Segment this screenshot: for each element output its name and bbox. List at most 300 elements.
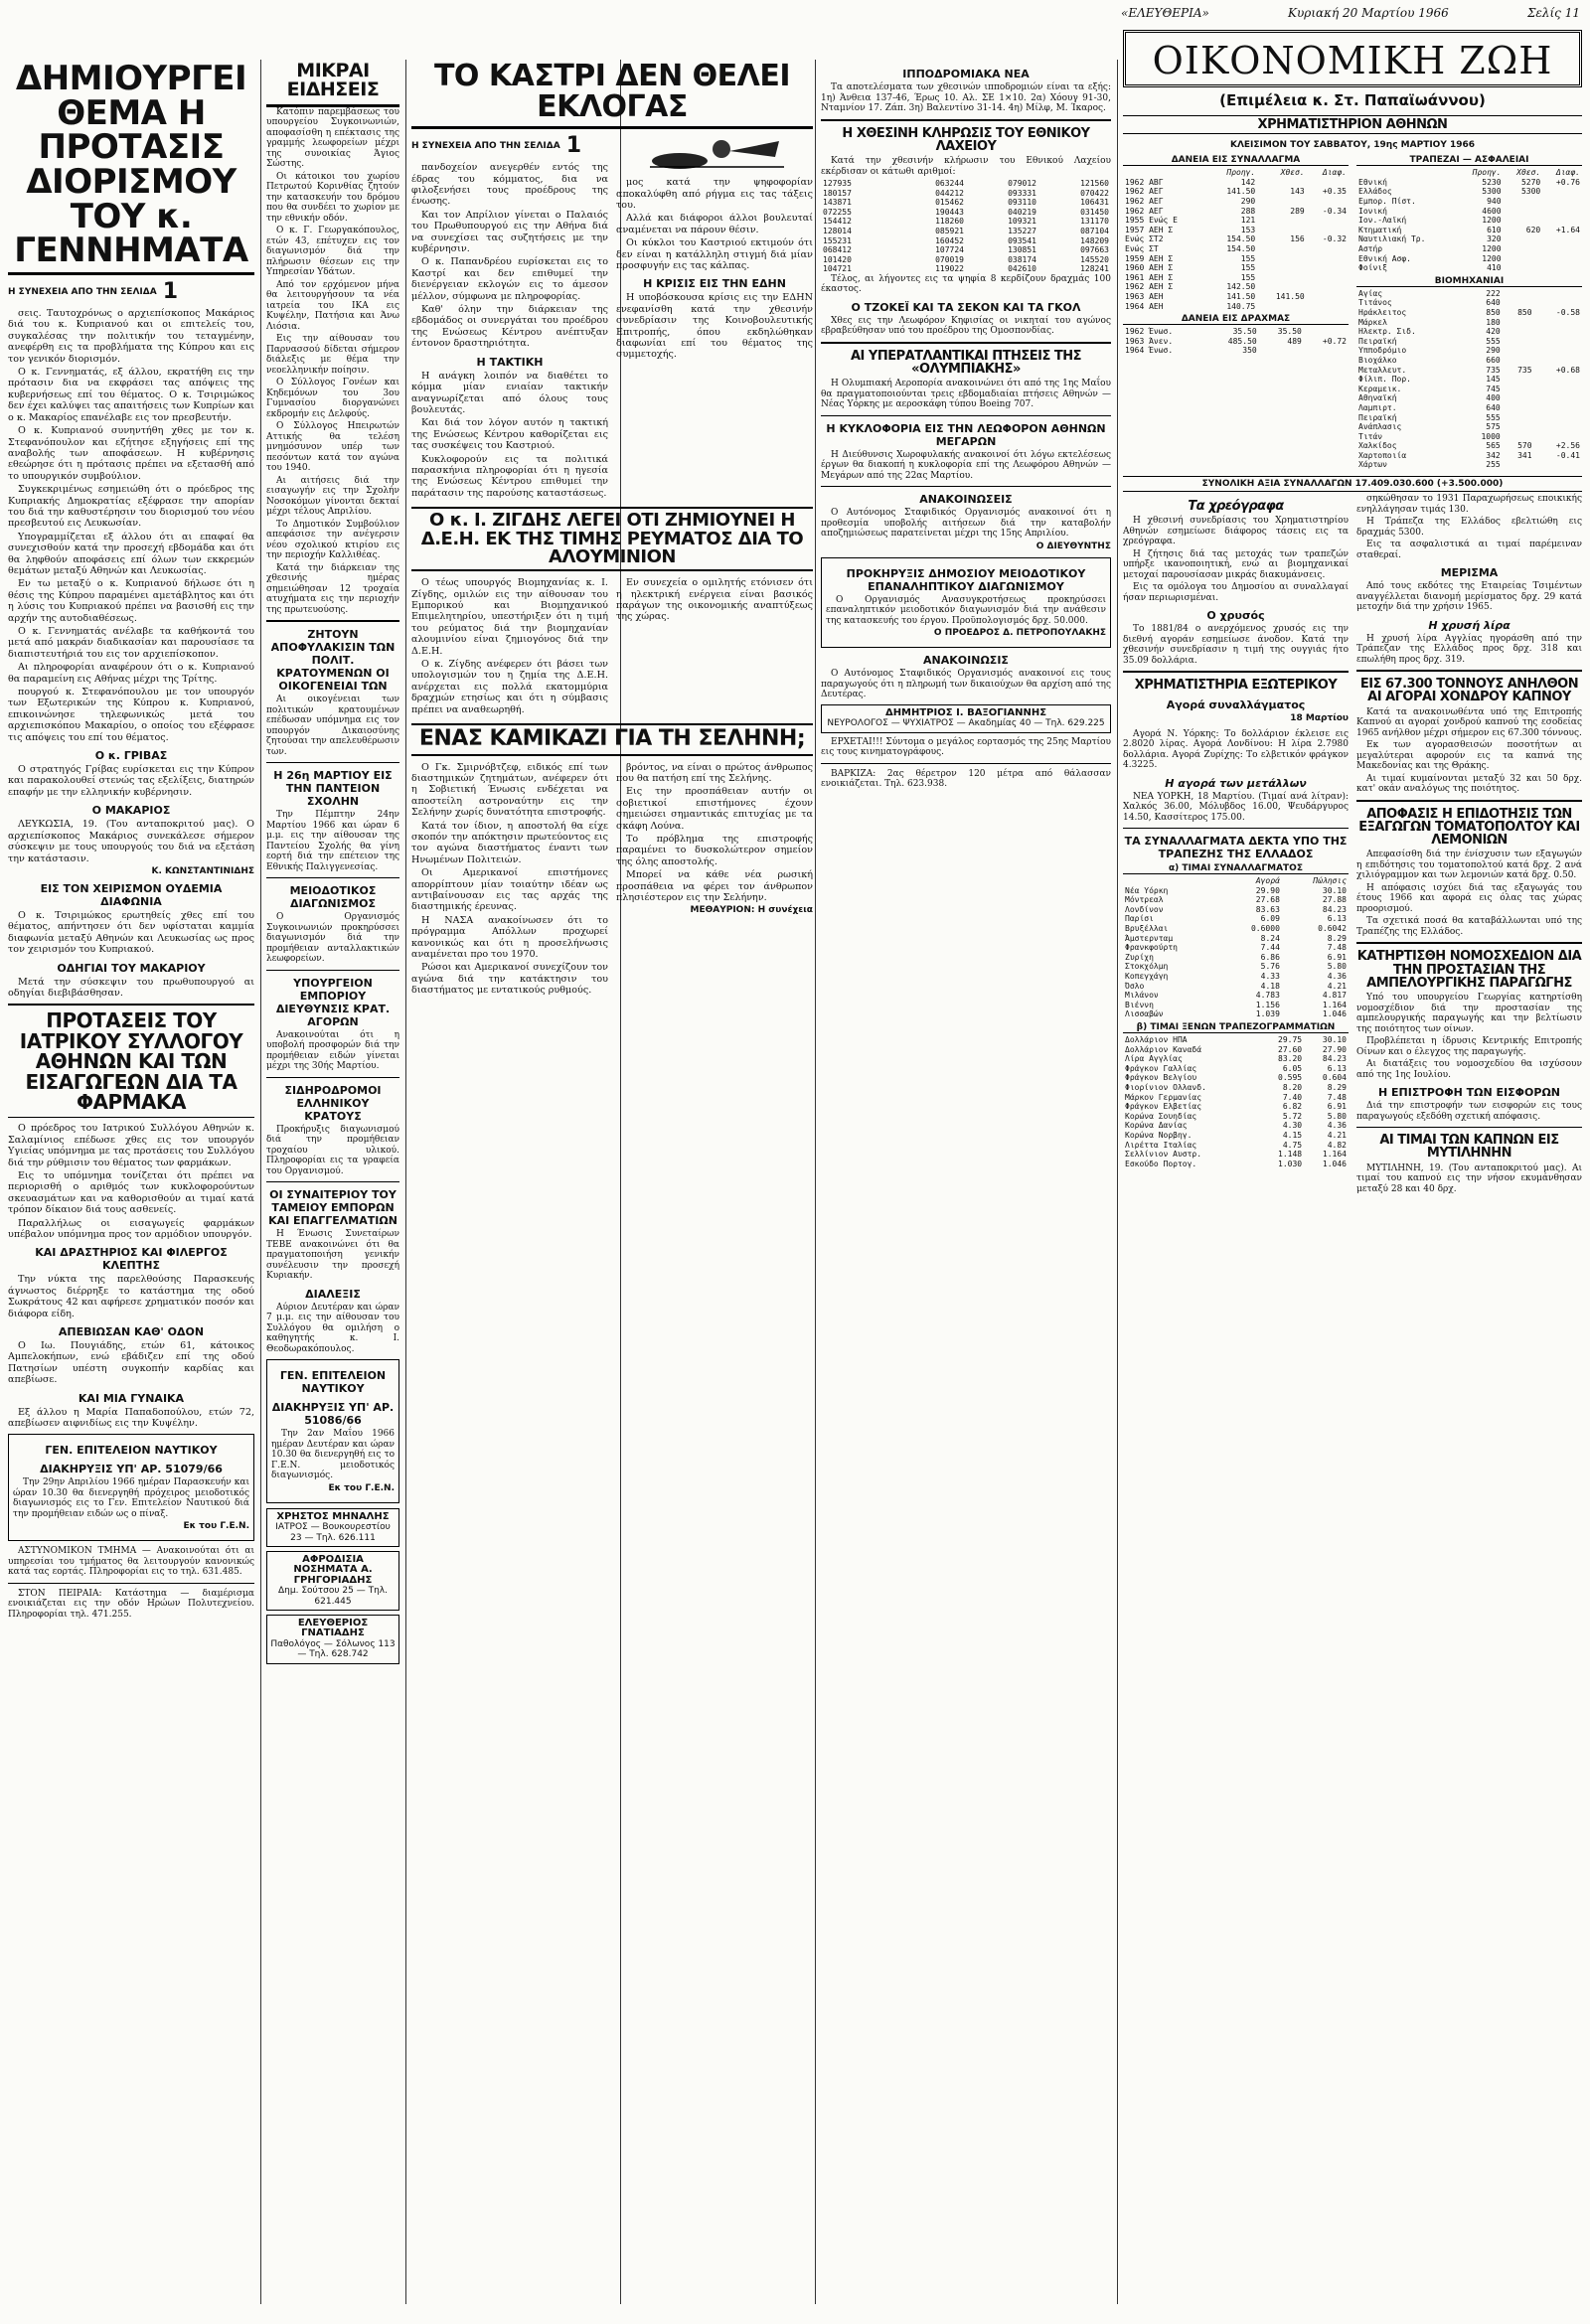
table-cell: 27.88 — [1322, 895, 1347, 905]
table-cell: 156 — [1290, 234, 1305, 244]
divider — [8, 1004, 254, 1006]
column-header — [1356, 168, 1457, 178]
fx-row — [1123, 934, 1349, 944]
table-cell: 5.80 — [1327, 962, 1347, 972]
table-cell: 290 — [1240, 197, 1256, 207]
table-title: ΒΙΟΜΗΧΑΝΙΑΙ — [1356, 276, 1582, 287]
two-column-block — [411, 577, 813, 717]
table-cell: 141.50 — [1275, 291, 1305, 301]
article-paragraph: Η απόφασις ισχύει διά τας εξαγωγάς του έτους 1966 και αφορά εις όλας τας χώρας προορισμού. — [1356, 882, 1582, 914]
notice-signature: Εκ του Γ.Ε.Ν. — [183, 1521, 249, 1532]
subheading: Η ΕΠΙΣΤΡΟΦΗ ΤΩΝ ΕΙΣΦΟΡΩΝ — [1378, 1086, 1560, 1100]
subheading: ΟΙ ΣΥΝΑΙΤΕΡΙΟΥ ΤΟΥ ΤΑΜΕΙΟΥ ΕΜΠΟΡΩΝ ΚΑΙ ΕΠΑΓΓΕΛΜΑΤΙΩΝ — [268, 1188, 398, 1228]
article-paragraph: Εις την προσπάθειαν αυτήν οι σοβιετικοί επιστήμονες έχουν σημειώσει σημαντικάς επιτυχίας με τα σκάφη Λούνα. — [616, 786, 813, 832]
headline-katiris: ΚΑΤΗΡΤΙΣΘΗ ΝΟΜΟΣΧΕΔΙΟΝ ΔΙΑ ΤΗΝ ΠΡΟΣΤΑΣΙΑΝ ΤΗΣ ΑΜΠΕΛΟΥΡΓΙΚΗΣ ΠΑΡΑΓΩΓΗΣ — [1356, 949, 1582, 991]
ad-title: ΕΛΕΥΘΕΡΙΟΣ ΓΝΑΤΙΑΔΗΣ — [297, 1618, 369, 1639]
table-cell: Δολλάριον ΗΠΑ — [1125, 1034, 1188, 1044]
industry-row — [1356, 375, 1582, 385]
table-cell: Φράγκον Βελγίου — [1125, 1073, 1197, 1083]
table-cell: Λιρέττα Ιταλίας — [1125, 1140, 1197, 1150]
lottery-row — [821, 198, 1111, 208]
article-paragraph: Κυκλοφορούν εις τα πολιτικά παρασκήνια πληροφορίαι ότι η ηγεσία της Ενώσεως Κέντρου επιθυμεί την παράτασιν της παρούσης καταστάσεως. — [411, 453, 608, 499]
article-paragraph: Εις τα ομόλογα του Δημοσίου αι συναλλαγαί ήσαν περιωρισμέναι. — [1123, 582, 1349, 603]
notice-title: ΓΕΝ. ΕΠΙΤΕΛΕΙΟΝ ΝΑΥΤΙΚΟΥ — [45, 1444, 218, 1458]
divider — [266, 762, 399, 763]
table-cell: 6.91 — [1327, 952, 1347, 962]
notice-text: Την 29ην Απριλίου 1966 ημέραν Παρασκευήν και ώραν 10.30 θα διενεργηθή πρόχειρος μειοδοτικός διαγωνισμός εις το Γεν. Επιτελείον Ναυτικού διά την προμήθειαν ειδών ως ο πίναξ. — [13, 1477, 249, 1519]
notice-box — [266, 1359, 399, 1503]
table-cell: 27.60 — [1278, 1044, 1303, 1054]
table-cell: 222 — [1486, 288, 1501, 298]
table-cell: 190443 — [935, 207, 964, 217]
divider — [266, 970, 399, 971]
table-cell: Στοκχόλμη — [1125, 962, 1169, 972]
subheading: ΟΔΗΓΙΑΙ ΤΟΥ ΜΑΚΑΡΙΟΥ — [57, 961, 206, 975]
fx-table — [1123, 876, 1349, 1019]
table-cell — [1503, 460, 1534, 470]
loan-row — [1123, 197, 1349, 207]
table-cell — [1307, 302, 1349, 312]
article-paragraph: Εις τα ασφαλιστικά αι τιμαί παρέμειναν σταθεραί. — [1356, 540, 1582, 560]
table-cell: 6.91 — [1327, 1102, 1347, 1112]
table-cell — [1542, 244, 1582, 254]
table-cell: 7.40 — [1282, 1092, 1303, 1102]
table-cell: Ζυρίχη — [1125, 952, 1154, 962]
fx-row — [1123, 1009, 1349, 1019]
subheading: ΜΕΡΙΣΜΑ — [1440, 566, 1499, 580]
article-paragraph: Ο Αυτόνομος Σταφιδικός Οργανισμός ανακοινοί ότι η προθεσμία υποβολής αιτήσεων διά την καταβολήν αποζημιώσεως παρατείνεται μέχρι της 15ης Απριλίου. — [821, 508, 1111, 540]
byline: ΜΕΘΑΥΡΙΟΝ: Η συνέχεια — [690, 905, 813, 916]
table-cell: 180 — [1486, 317, 1501, 327]
table-cell: Ενώς ΣΤ2 — [1125, 234, 1164, 244]
two-column-block — [411, 129, 813, 501]
table-cell — [1534, 413, 1582, 423]
article-paragraph: Η υποβόσκουσα κρίσις εις την ΕΔΗΝ ενεφανίσθη κατά την χθεσινήν συνεδρίασιν της Κοινοβουλευτικής Επιτροπής, όπου εκδηλώθηκαν διαφωνίαι επί του θέματος της συμμετοχής. — [616, 292, 813, 361]
news-item: Κατόπιν παρεμβάσεως του υπουργείου Συγκοινωνιών, αποφασίσθη η επέκτασις της γραμμής λεωφορείων μέχρι της συνοικίας Άγιος Σώστης. — [266, 106, 399, 170]
banknote-row — [1123, 1064, 1349, 1074]
table-cell: Βιοχάλκο — [1358, 355, 1397, 365]
table-cell: +0.35 — [1322, 187, 1347, 197]
table-cell: 141.50 — [1226, 187, 1256, 197]
notice-title: ΠΡΟΚΗΡΥΞΙΣ ΔΗΜΟΣΙΟΥ ΜΕΙΟΔΟΤΙΚΟΥ ΕΠΑΝΑΛΗΠΤΙΚΟΥ ΔΙΑΓΩΝΙΣΜΟΥ — [846, 566, 1086, 593]
fx-row — [1123, 1001, 1349, 1010]
table-cell: Βιέννη — [1125, 1000, 1154, 1009]
paper-name: «ΕΛΕΥΘΕΡΙΑ» — [1121, 6, 1209, 20]
table-cell: 154.50 — [1226, 234, 1256, 244]
table-cell — [1534, 385, 1582, 394]
column-economy — [1123, 30, 1582, 2314]
dateline: 18 Μαρτίου — [1290, 712, 1349, 723]
table-cell: 745 — [1486, 384, 1501, 393]
lottery-row — [821, 255, 1111, 265]
loan-row — [1123, 234, 1349, 244]
headline-laxeio: Η ΧΘΕΣΙΝΗ ΚΛΗΡΩΣΙΣ ΤΟΥ ΕΘΝΙΚΟΥ ΛΑΧΕΙΟΥ — [842, 125, 1090, 154]
table-cell: 30.10 — [1322, 1034, 1347, 1044]
table-cell — [1534, 298, 1582, 308]
table-cell: 0.6042 — [1318, 924, 1347, 934]
headline-olympiaki: ΑΙ ΥΠΕΡΑΤΛΑΝΤΙΚΑΙ ΠΤΗΣΕΙΣ ΤΗΣ «ΟΛΥΜΠΙΑΚΗΣ» — [850, 348, 1082, 378]
table-cell — [1503, 432, 1534, 442]
loan-row — [1123, 207, 1349, 217]
industry-row — [1356, 441, 1582, 451]
article-paragraph: Το πρόβλημα της επιστροφής παραμένει το δυσκολώτερον σημείον της όλης αποστολής. — [616, 833, 813, 867]
bank-row — [1356, 178, 1582, 188]
table-title: α) ΤΙΜΑΙ ΣΥΝΑΛΛΑΓΜΑΤΟΣ — [1123, 863, 1349, 874]
table-cell — [1534, 432, 1582, 442]
table-cell: 4.82 — [1327, 1140, 1347, 1150]
table-cell — [1257, 282, 1307, 292]
notice-subtitle: ΔΙΑΚΗΡΥΞΙΣ ΥΠ' ΑΡ. 51079/66 — [40, 1463, 223, 1476]
table-cell: 1.046 — [1322, 1009, 1347, 1019]
banks-column — [1356, 152, 1582, 470]
lottery-row — [821, 179, 1111, 189]
subcolumn-left — [411, 129, 608, 501]
column-rule — [1117, 60, 1118, 2304]
table-cell: 145520 — [1080, 254, 1109, 264]
table-cell: 7.48 — [1327, 1092, 1347, 1102]
continuation-page: 1 — [162, 279, 179, 305]
subheading: ΚΑΙ ΜΙΑ ΓΥΝΑΙΚΑ — [78, 1391, 185, 1405]
table-cell: 4.75 — [1282, 1140, 1303, 1150]
table-cell: Μιλάνον — [1125, 991, 1159, 1001]
loan-row — [1123, 337, 1349, 347]
article-paragraph: Εκ των αγορασθεισών ποσοτήτων αι μεγαλύτεραι αφορούν εις τα καπνά της Μακεδονίας και της Θράκης. — [1356, 740, 1582, 772]
table-cell: 1200 — [1482, 244, 1502, 253]
cartoon-illustration — [616, 129, 813, 177]
divider — [266, 1181, 399, 1182]
table-cell: 735 — [1517, 365, 1532, 375]
table-cell: Πειραϊκή — [1358, 412, 1397, 422]
subheading: Η ΚΡΙΣΙΣ ΕΙΣ ΤΗΝ ΕΔΗΝ — [643, 277, 786, 291]
table-cell: 84.23 — [1322, 1054, 1347, 1064]
fx-row — [1123, 982, 1349, 992]
table-cell — [1534, 356, 1582, 366]
table-cell — [1534, 460, 1582, 470]
column-3 — [411, 62, 813, 2314]
cartoon-figure-icon — [640, 131, 789, 175]
table-cell: 4.15 — [1282, 1130, 1303, 1140]
article-paragraph: Υπό του υπουργείου Γεωργίας κατηρτίσθη νομοσχέδιον διά την προστασίαν της αμπελουργικής παραγωγής και την βελτίωσιν της ποιότητος των οίνων. — [1356, 993, 1582, 1034]
divider — [821, 415, 1111, 416]
table-cell: 121560 — [1080, 179, 1109, 188]
table-cell: 079012 — [1008, 179, 1036, 188]
table-cell: 140.75 — [1226, 301, 1256, 311]
table-cell: 27.68 — [1255, 895, 1280, 905]
table-cell: Φράγκον Γαλλίας — [1125, 1063, 1197, 1073]
article-paragraph: Παραλλήλως οι εισαγωγείς φαρμάκων υπέβαλον υπόμνημα προς τον αρμόδιον υπουργόν. — [8, 1217, 254, 1240]
bank-row — [1356, 226, 1582, 235]
table-cell — [1304, 327, 1349, 337]
table-cell — [1534, 393, 1582, 403]
doctor-ad — [266, 1615, 399, 1664]
headline-apofasis: ΑΠΟΦΑΣΙΣ Η ΕΠΙΔΟΤΗΣΙΣ ΤΩΝ ΕΞΑΓΩΓΩΝ ΤΟΜΑΤΟΠΟΛΤΟΥ ΚΑΙ ΛΕΜΟΝΙΩΝ — [1358, 806, 1580, 849]
table-cell — [1503, 356, 1534, 366]
column-header: Πώλησις — [1313, 876, 1347, 886]
table-cell: 610 — [1487, 225, 1502, 234]
industry-row — [1356, 366, 1582, 376]
column-header: Χθεσ. — [1280, 168, 1305, 178]
table-cell: 5.80 — [1327, 1111, 1347, 1121]
table-cell — [1542, 197, 1582, 207]
table-cell: Λονδίνον — [1125, 904, 1164, 914]
table-cell: 5300 — [1482, 187, 1502, 197]
article-paragraph: Ο Ιω. Πουγιάδης, ετών 61, κάτοικος Αμπελοκήπων, ενώ εβάδιζεν επί της οδού Πατησίων υπέστη συγκοπήν καρδίας και απεβίωσε. — [8, 1339, 254, 1386]
masthead — [1121, 6, 1580, 20]
subheading: Ο ΤΖΟΚΕΪ ΚΑΙ ΤΑ ΣΕΚΟΝ ΚΑΙ ΤΑ ΓΚΟΛ — [851, 300, 1081, 314]
industry-row — [1356, 432, 1582, 442]
table-cell: -0.34 — [1322, 206, 1347, 216]
fx-row — [1123, 905, 1349, 915]
table-cell: Λαμπιρτ. — [1358, 402, 1397, 412]
fx-row — [1123, 924, 1349, 934]
column-4 — [821, 62, 1111, 2314]
notice-box — [821, 557, 1111, 649]
table-cell: -0.32 — [1322, 234, 1347, 244]
table-cell: 83.20 — [1278, 1054, 1303, 1064]
table-cell: 1957 ΑΕΗ Σ — [1125, 225, 1174, 234]
table-cell — [1307, 216, 1349, 226]
table-cell: -0.58 — [1555, 307, 1580, 317]
table-cell: 6.86 — [1260, 952, 1280, 962]
notice-signature: Ο ΠΡΟΕΔΡΟΣ Δ. ΠΕΤΡΟΠΟΥΛΑΚΗΣ — [933, 628, 1106, 639]
table-cell: 555 — [1486, 336, 1501, 346]
lottery-row — [821, 245, 1111, 255]
table-cell: Κορώνα Νορβηγ. — [1125, 1130, 1192, 1140]
fx-row — [1123, 991, 1349, 1001]
article-paragraph: Η Ολυμπιακή Αεροπορία ανακοινώνει ότι από της 1ης Μαΐου θα πραγματοποιούνται τρεις εβδομαδιαίαι πτήσεις Αθηνών — Νέας Υόρκης με αεροσκάφη τύπου Boeing 707. — [821, 379, 1111, 410]
table-cell: Παρίσι — [1125, 914, 1154, 924]
lottery-row — [821, 264, 1111, 274]
article-paragraph: Ο Αυτόνομος Σταφιδικός Οργανισμός ανακοινοί εις τους παραγωγούς ότι η πληρωμή των δικαιούχων θα αρχίση από της Δευτέρας. — [821, 669, 1111, 700]
table-cell: Άμστερνταμ — [1125, 933, 1174, 943]
table-cell: 063244 — [935, 179, 964, 188]
article-paragraph: μος κατά την ψηφοφορίαν αποκαλύφθη από ρήγμα εις τας τάξεις του. — [616, 177, 813, 211]
table-cell: 044212 — [935, 188, 964, 198]
table-cell: Εσκούδο Πορτογ. — [1125, 1159, 1197, 1168]
banknote-row — [1123, 1045, 1349, 1055]
table-cell: 097663 — [1080, 245, 1109, 255]
table-cell: 84.23 — [1322, 904, 1347, 914]
table-cell: 042610 — [1008, 264, 1036, 274]
notice-title: ΖΗΤΟΥΝ ΑΠΟΦΥΛΑΚΙΣΙΝ ΤΩΝ ΠΟΛΙΤ. ΚΡΑΤΟΥΜΕΝΩΝ ΟΙ ΟΙΚΟΓΕΝΕΙΑΙ ΤΩΝ — [270, 628, 396, 694]
bank-row — [1356, 216, 1582, 226]
table-cell: 127935 — [823, 179, 852, 188]
article-paragraph: Η χρυσή λίρα Αγγλίας ηγοράσθη από την Τράπεζαν της Ελλάδος προς δρχ. 318 και επωλήθη προς δρχ. 319. — [1356, 633, 1582, 665]
article-paragraph: Και διά τον λόγον αυτόν η τακτική της Ενώσεως Κέντρου καθορίζεται εις τας συσκέψεις του Καστριού. — [411, 417, 608, 452]
banknote-row — [1123, 1073, 1349, 1083]
table-cell: 101420 — [823, 254, 852, 264]
table-cell: Ναυτιλιακή Τρ. — [1358, 234, 1426, 244]
section-editor: (Επιμέλεια κ. Στ. Παπαϊωάννου) — [1219, 91, 1486, 109]
table-cell — [1307, 254, 1349, 264]
table-cell: -0.41 — [1555, 450, 1580, 460]
table-cell — [1503, 422, 1534, 432]
table-cell: 1963 ΑΕΗ — [1125, 291, 1164, 301]
table-cell: 8.20 — [1282, 1082, 1303, 1092]
table-cell: 555 — [1486, 412, 1501, 422]
table-cell: 143871 — [823, 198, 852, 208]
table-cell — [1503, 289, 1534, 299]
article-paragraph: Ο κ. Παπανδρέου ευρίσκεται εις το Καστρί και δεν επιθυμεί την διενέργειαν εκλογών εις το άμεσον μέλλον, σύμφωνα με πληροφορίας. — [411, 256, 608, 302]
subheading: Τα χρεόγραφα — [1188, 499, 1284, 515]
table-cell: 040219 — [1008, 207, 1036, 217]
table-cell — [1542, 234, 1582, 244]
table-cell: Ιονική — [1358, 206, 1387, 216]
table-cell: 485.50 — [1227, 336, 1257, 346]
subheading: Η αγορά των μετάλλων — [1165, 776, 1307, 790]
table-cell: 289 — [1290, 206, 1305, 216]
subheading: Η ΤΑΚΤΙΚΗ — [476, 355, 544, 369]
article-paragraph: Το 1881/84 ο ανερχόμενος χρυσός εις την διεθνή αγοράν εσημείωσε άνοδον. Κατά την χθεσινήν συνεδρίασιν η τιμή της ουγγιάς ήτο 35.09 δολλάρια. — [1123, 624, 1349, 666]
table-cell: 085921 — [935, 226, 964, 235]
banknote-row — [1123, 1141, 1349, 1151]
table-cell: 106431 — [1080, 198, 1109, 208]
table-cell: 5270 — [1520, 177, 1541, 187]
article-paragraph: Ο Γκ. Σμιρνόβτζεφ, ειδικός επί των διαστημικών ζητημάτων, ανέφερεν ότι η Σοβιετική Ένωσις ενδέχεται να αποστείλη αστροναύτην εις την Σελήνην χωρίς δυνατότητα επιστροφής. — [411, 761, 608, 819]
lottery-table — [821, 179, 1111, 274]
article-paragraph: Η ανάγκη λοιπόν να διαθέτει το κόμμα μίαν ενιαίαν τακτικήν αναγνωρίζεται από όλους τους βουλευτάς. — [411, 370, 608, 415]
table-cell: Μάρκελ — [1358, 317, 1387, 327]
table-cell: 068412 — [823, 245, 852, 255]
table-cell: Μεταλλευτ. — [1358, 365, 1407, 375]
bank-row — [1356, 207, 1582, 217]
table-header-row — [1123, 876, 1349, 886]
table-cell: 109321 — [1008, 217, 1036, 227]
total-value: ΣΥΝΟΛΙΚΗ ΑΞΙΑ ΣΥΝΑΛΛΑΓΩΝ 17.409.030.600 (+3.500.000) — [1123, 476, 1582, 492]
article-paragraph: Την νύκτα της παρελθούσης Παρασκευής άγνωστος διέρρηξε το κατάστημα της οδού Σωκράτους 42 και αφήρεσε χρηματικόν ποσόν και διάφορα είδη. — [8, 1274, 254, 1319]
table-cell: 155 — [1240, 253, 1256, 263]
notice-subtitle: ΔΙΑΚΗΡΥΞΙΣ ΥΠ' ΑΡ. 51086/66 — [271, 1401, 395, 1428]
table-cell: 142 — [1240, 177, 1256, 187]
table-cell — [1503, 375, 1534, 385]
table-cell — [1534, 289, 1582, 299]
article-paragraph: Καθ' όλην την διάρκειαν της εβδομάδος οι συνεργάται του προέδρου της Ενώσεως Κέντρου ανέπτυξαν έντονον δραστηριότητα. — [411, 304, 608, 350]
table-cell: Φίλιπ. Πορ. — [1358, 375, 1411, 385]
loan-row — [1123, 216, 1349, 226]
industry-row — [1356, 346, 1582, 356]
doctor-ad — [266, 1508, 399, 1547]
article-paragraph: Ο κ. Γεννηματάς, εξ άλλου, εκρατήθη εις την πρότασιν δια να εκφράσει τας απόψεις της κυβερνήσεως επί του θέματος. Ο κ. Τσιριμώκος δεν έχει καλύψει τας απαιτήσεις των Κυπρίων και ο κ. Μακαρίος επανέλαβε εις τον πρεσβευτήν. — [8, 367, 254, 423]
banknote-row — [1123, 1035, 1349, 1045]
table-cell: 1.164 — [1322, 1150, 1347, 1160]
subheading: ΑΝΑΚΟΙΝΩΣΙΣ — [923, 654, 1009, 668]
table-cell — [1504, 263, 1543, 273]
table-cell — [1503, 385, 1534, 394]
loan-row — [1123, 302, 1349, 312]
table-cell: Ιον.-Λαϊκή — [1358, 216, 1407, 226]
fx-row — [1123, 886, 1349, 896]
table-cell — [1534, 346, 1582, 356]
table-cell: 128241 — [1080, 264, 1109, 274]
notice-title: ΓΕΝ. ΕΠΙΤΕΛΕΙΟΝ ΝΑΥΤΙΚΟΥ — [279, 1369, 387, 1396]
page-number: Σελίς 11 — [1526, 6, 1580, 20]
table-cell: Ανάπλασις — [1358, 422, 1402, 432]
table-cell: 1962 ΑΕΓ — [1125, 187, 1164, 197]
article-paragraph: Χθες εις την Λεωφόρον Κηφισίας οι νικηταί του αγώνος εβραβεύθησαν υπό του προέδρου της Ομοσπονδίας. — [821, 315, 1111, 337]
ad-title: ΧΡΗΣΤΟΣ ΜΗΝΑΛΗΣ — [276, 1510, 390, 1522]
table-cell: Αγίας — [1358, 288, 1383, 298]
headline-iatrikos: ΠΡΟΤΑΣΕΙΣ ΤΟΥ ΙΑΤΡΙΚΟΥ ΣΥΛΛΟΓΟΥ ΑΘΗΝΩΝ ΚΑΙ ΤΩΝ ΕΙΣΑΓΩΓΕΩΝ ΔΙΑ ΤΑ ΦΑΡΜΑΚΑ — [19, 1008, 243, 1114]
table-header-row — [1123, 168, 1349, 178]
divider — [266, 1077, 399, 1078]
table-cell — [1259, 346, 1304, 356]
industry-row — [1356, 318, 1582, 328]
notice-text: Ο Οργανισμός Ανασυγκροτήσεως προκηρύσσει επαναληπτικόν μειοδοτικόν διαγωνισμόν διά την ανάθεσιν της κατασκευής του έργου. Προϋπολογισμός δρχ. 50.000. — [826, 594, 1106, 626]
divider — [1356, 942, 1582, 944]
industry-row — [1356, 337, 1582, 347]
table-cell: 7.44 — [1260, 943, 1280, 953]
table-cell: 1962 Ένωσ. — [1125, 327, 1174, 337]
column-header — [1123, 168, 1208, 178]
fx-row — [1123, 953, 1349, 963]
table-cell: Πειραϊκή — [1358, 336, 1397, 346]
article-paragraph: ΜΥΤΙΛΗΝΗ, 19. (Του ανταποκριτού μας). Αι τιμαί του καπνού εις την νήσον εκυμάνθησαν μεταξύ 28 και 40 δρχ. — [1356, 1162, 1582, 1194]
article-paragraph: ΝΕΑ ΥΟΡΚΗ, 18 Μαρτίου. (Τιμαί ανά λίτραν): Χαλκός 36.00, Μόλυβδος 16.00, Ψευδάργυρος 14.50, Κασσίτερος 175.00. — [1123, 791, 1349, 823]
article-paragraph: Υπογραμμίζεται εξ άλλου ότι αι επαφαί θα συνεχισθούν κατά την προσεχή εβδομάδα και ότι θα ληφθούν αποφάσεις επί όλων των εκκρεμών θεμάτων μεταξύ Αθηνών και Λευκωσίας. — [8, 531, 254, 576]
table-cell: Δολλάριον Καναδά — [1125, 1044, 1202, 1054]
subheading: ΙΠΠΟΔΡΟΜΙΑΚΑ ΝΕΑ — [902, 68, 1030, 80]
table-cell: 130851 — [1008, 245, 1036, 255]
table-cell: 350 — [1242, 346, 1257, 356]
table-cell: Χαρτοποιία — [1358, 450, 1407, 460]
table-cell: 1963 Άνεν. — [1125, 336, 1174, 346]
table-cell — [1504, 207, 1543, 217]
table-cell: 735 — [1486, 365, 1501, 375]
table-cell — [1503, 403, 1534, 413]
table-cell: 070019 — [935, 254, 964, 264]
foreign-title: ΧΡΗΜΑΤΙΣΤΗΡΙΑ ΕΞΩΤΕΡΙΚΟΥ — [1134, 678, 1338, 694]
subheading: ΑΠΕΒΙΩΣΑΝ ΚΑΘ' ΟΔΟΝ — [58, 1324, 205, 1338]
ad-text: ΙΑΤΡΟΣ — Βουκουρεστίου 23 — Τηλ. 626.111 — [275, 1522, 391, 1543]
table-cell: 4.30 — [1282, 1121, 1303, 1131]
article-paragraph: Αι τιμαί κυμαίνονται μεταξύ 32 και 50 δρχ. κατ' οκάν αναλόγως της ποιότητος. — [1356, 773, 1582, 795]
article-paragraph: πουργού κ. Στεφανόπουλου με τον υπουργόν των Εξωτερικών της Κύπρου κ. Κυπριανού, επικοινώνησε τηλεφωνικώς μετά του αρχιεπισκόπου Μακαρίου, ο οποίος του εξέφρασε τις απόψεις του επί του θέματος. — [8, 687, 254, 743]
table-cell: 4.783 — [1255, 991, 1280, 1001]
table-cell: 154.50 — [1226, 244, 1256, 253]
table-cell: Λίρα Αγγλίας — [1125, 1054, 1183, 1064]
article-paragraph: σηκώθησαν το 1931 Παραχωρήσεως εποικικής ενηλλάγησαν τιμάς 130. — [1356, 494, 1582, 515]
fx-row — [1123, 972, 1349, 982]
subheading: ΑΝΑΚΟΙΝΩΣΕΙΣ — [919, 493, 1013, 507]
table-cell — [1504, 216, 1543, 226]
table-cell: 4.36 — [1327, 1121, 1347, 1131]
divider — [1356, 800, 1582, 802]
table-cell: 153 — [1240, 225, 1256, 234]
notice-text: Την 2αν Μαΐου 1966 ημέραν Δευτέραν και ώραν 10.30 θα διενεργηθή εις το Γ.Ε.Ν. μειοδοτικός διαγωνισμός. — [271, 1429, 395, 1481]
table-cell — [1257, 178, 1307, 188]
bank-row — [1356, 187, 1582, 197]
bank-row — [1356, 197, 1582, 207]
table-cell: Βρυξέλλαι — [1125, 924, 1169, 934]
table-cell: 6.13 — [1327, 1063, 1347, 1073]
table-cell: 160452 — [935, 235, 964, 245]
article-paragraph: Η ζήτησις διά τας μετοχάς των τραπεζών υπήρξε ικανοποιητική, ενώ αι βιομηχανικαί μετοχαί παρουσίασαν μικράς διακυμάνσεις. — [1123, 548, 1349, 580]
table-cell: 30.10 — [1322, 885, 1347, 895]
table-cell — [1307, 282, 1349, 292]
column-header: Διαφ. — [1322, 168, 1347, 178]
table-cell: Εμπορ. Πίστ. — [1358, 197, 1416, 207]
bank-row — [1356, 234, 1582, 244]
column-rule — [405, 60, 406, 2304]
industry-row — [1356, 385, 1582, 394]
table-cell: 104721 — [823, 264, 852, 274]
table-cell: 141.50 — [1226, 291, 1256, 301]
article-paragraph: Ο στρατηγός Γρίβας ευρίσκεται εις την Κύπρον και παρακολουθεί στενώς τας εξελίξεις, διατηρών επαφήν με την ελληνικήν κυβέρνησιν. — [8, 764, 254, 798]
loan-row — [1123, 263, 1349, 273]
classified-ad: ΒΑΡΚΙΖΑ: 2ας θέρετρον 120 μέτρα από θάλασσαν ενοικιάζεται. Τηλ. 623.938. — [821, 768, 1111, 790]
table-cell: 1.164 — [1322, 1000, 1347, 1009]
table-cell: Τιτάνος — [1358, 298, 1392, 308]
